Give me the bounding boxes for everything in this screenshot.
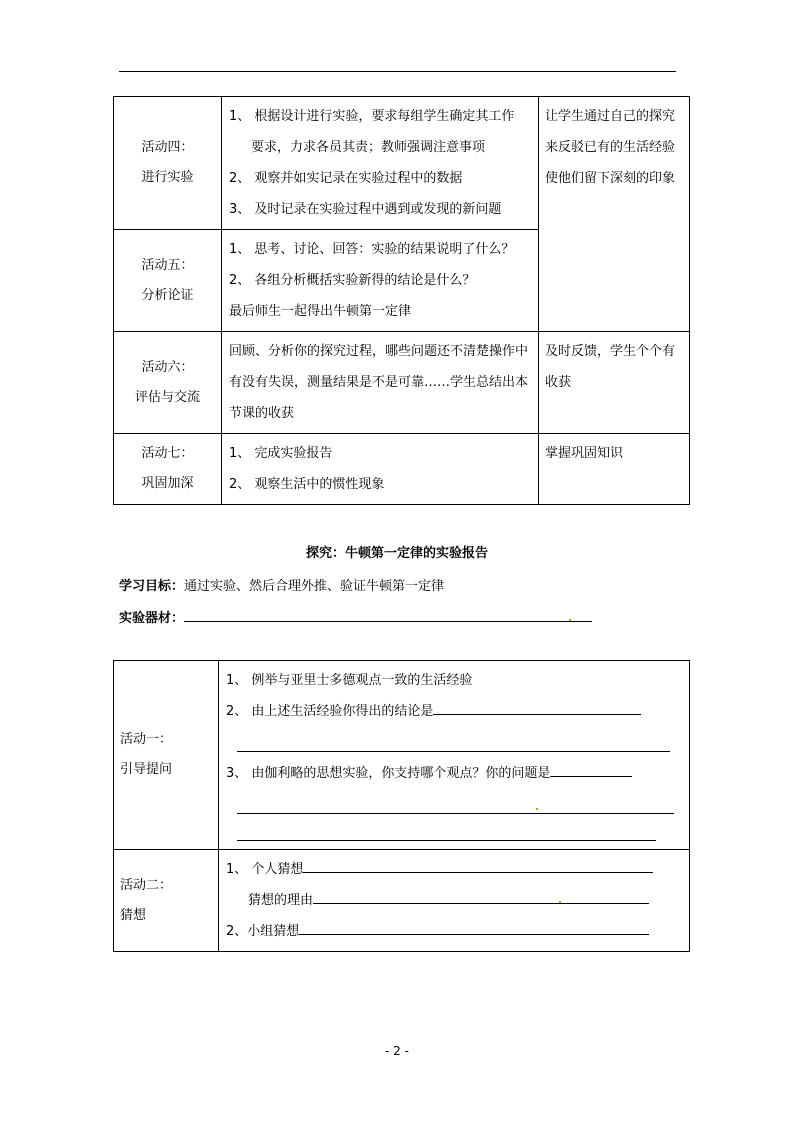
answer-blank[interactable] xyxy=(303,858,653,873)
speck-mark xyxy=(559,901,561,903)
guess-text: 猜想的理由 xyxy=(248,893,314,908)
header-rule xyxy=(119,71,676,72)
table-row xyxy=(114,434,690,505)
step-text: 1、 思考、讨论、回答：实验的结果说明了什么？ xyxy=(229,242,515,257)
page-number: - 2 - xyxy=(385,1044,409,1058)
step-text: 回顾、分析你的探究过程，哪些问题还不清楚操作中有没有失误，测量结果是不是可靠……学生总结出本节课的收获 xyxy=(229,344,529,421)
answer-blank[interactable] xyxy=(299,920,649,935)
equipment-label: 实验器材： xyxy=(119,611,185,626)
step-text: 2、 观察并如实记录在实验过程中的数据 xyxy=(229,171,463,186)
guess-line xyxy=(226,854,683,885)
goal-text: 通过实验、然后合理外推、验证牛顿第一定律 xyxy=(184,579,445,594)
question-line xyxy=(226,696,683,727)
activity-title: 引导提问 xyxy=(120,762,173,777)
activity-title: 评估与交流 xyxy=(134,389,200,405)
speck-mark xyxy=(536,808,538,810)
speck-mark xyxy=(569,619,571,621)
learning-goal xyxy=(119,575,444,594)
guess-line xyxy=(226,916,683,947)
activity-cell xyxy=(114,661,219,850)
purpose-text: 让学生通过自己的探究来反驳已有的生活经验使他们留下深刻的印象 xyxy=(545,109,676,186)
step-text: 2、 各组分析概括实验新得的结论是什么？ xyxy=(229,273,476,288)
answer-blank[interactable] xyxy=(237,826,656,841)
steps-cell xyxy=(222,434,539,505)
activity-title: 巩固加深 xyxy=(141,476,194,491)
answer-blank[interactable] xyxy=(237,737,670,752)
step-text: 3、 及时记录在实验过程中遇到或发现的新问题 xyxy=(229,202,502,217)
purpose-cell xyxy=(539,434,690,505)
guess-text: 2、小组猜想 xyxy=(226,924,300,939)
step-text: 1、 根据设计进行实验，要求每组学生确定其工作 xyxy=(229,109,515,124)
guess-cell xyxy=(219,850,690,952)
question-text: 3、 由伽利略的思想实验，你支持哪个观点？你的问题是 xyxy=(226,766,551,781)
activity-cell xyxy=(114,434,222,505)
answer-blank[interactable] xyxy=(433,700,641,715)
activity-number: 活动一： xyxy=(120,732,173,747)
question-text: 1、 例举与亚里士多德观点一致的生活经验 xyxy=(226,673,473,688)
steps-cell xyxy=(222,97,539,230)
purpose-text: 掌握巩固知识 xyxy=(545,446,624,461)
activity-table-1 xyxy=(113,96,690,505)
activity-number: 活动四： xyxy=(141,140,194,155)
step-text: 1、 完成实验报告 xyxy=(229,446,333,461)
equipment-blank[interactable] xyxy=(184,607,592,622)
step-text: 要求，力求各员其责；教师强调注意事项 xyxy=(251,140,486,155)
table-row xyxy=(114,850,690,952)
purpose-cell xyxy=(539,332,690,434)
question-text: 2、 由上述生活经验你得出的结论是 xyxy=(226,704,434,719)
table-row xyxy=(114,97,690,230)
activity-title: 猜想 xyxy=(120,907,147,923)
answer-blank[interactable] xyxy=(237,799,674,814)
table-row xyxy=(114,332,690,434)
answer-blank[interactable] xyxy=(313,889,649,904)
table-row xyxy=(114,661,690,850)
goal-label: 学习目标： xyxy=(119,579,185,594)
equipment-line xyxy=(119,607,592,626)
steps-cell xyxy=(222,230,539,332)
activity-cell xyxy=(114,332,222,434)
activity-number: 活动五： xyxy=(141,257,194,273)
steps-cell xyxy=(222,332,539,434)
step-text: 最后师生一起得出牛顿第一定律 xyxy=(229,304,412,319)
activity-number: 活动六： xyxy=(141,359,194,375)
activity-cell xyxy=(114,850,219,952)
purpose-text: 及时反馈，学生个个有收获 xyxy=(545,344,676,390)
guess-text: 1、 个人猜想 xyxy=(226,862,304,877)
question-line xyxy=(226,758,683,789)
activity-title: 进行实验 xyxy=(141,170,194,185)
purpose-cell xyxy=(539,97,690,332)
activity-cell xyxy=(114,97,222,230)
guess-line xyxy=(226,885,683,916)
answer-blank[interactable] xyxy=(550,762,632,777)
step-text: 2、 观察生活中的惯性现象 xyxy=(229,477,385,492)
report-title: 探究：牛顿第一定律的实验报告 xyxy=(305,546,488,561)
activity-cell xyxy=(114,230,222,332)
questions-cell xyxy=(219,661,690,850)
activity-title: 分析论证 xyxy=(141,287,194,303)
activity-number: 活动七： xyxy=(141,446,194,461)
activity-table-2 xyxy=(113,660,690,952)
activity-number: 活动二： xyxy=(120,877,173,893)
